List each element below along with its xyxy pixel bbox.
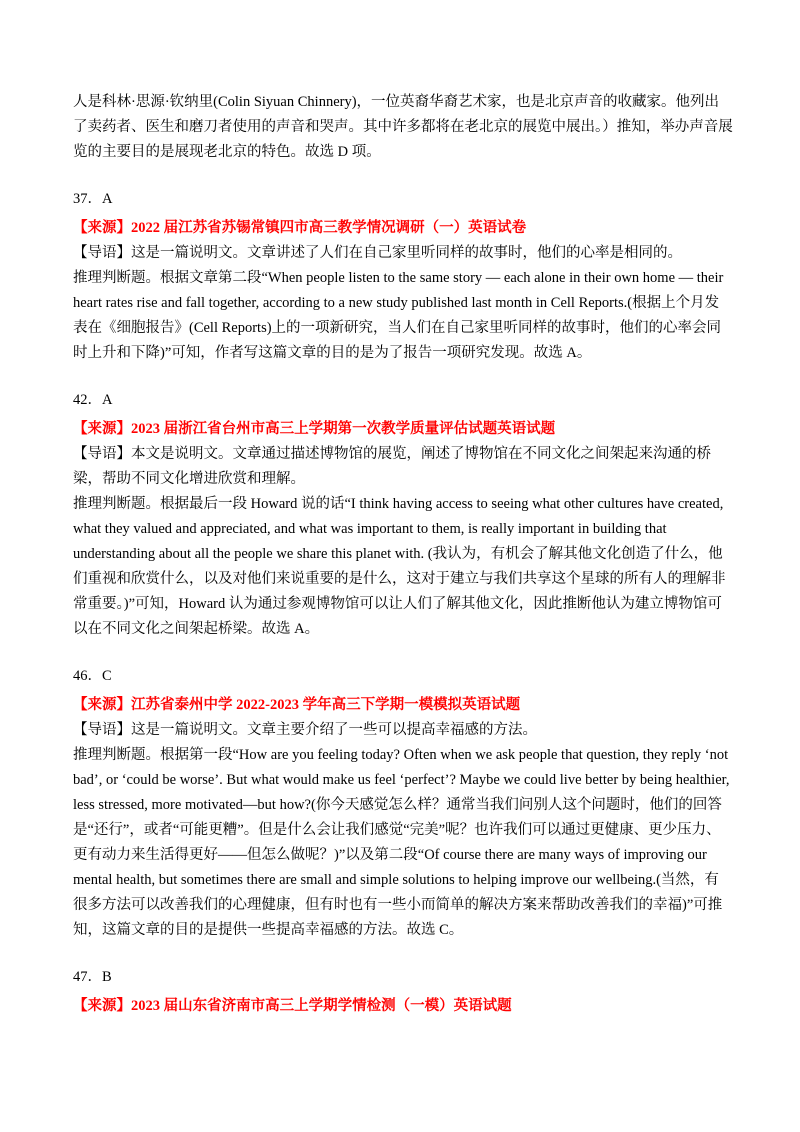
question-46 [73,664,733,943]
question-47 [73,965,733,1019]
question-analysis: 推理判断题。根据最后一段 Howard 说的话“I think having access to seeing what other cultures have created, what they valued and appreciated, and what was important to them, is really important in building that understanding about all the people we share this planet with. (我认为，有机会了解其他文化创造了什么，他们重视和欣赏什么，以及对他们来说重要的是什么，这对于建立与我们共享这个星球的所有人的理解非常重要。)”可知，Howard 认为通过参观博物馆可以让人们了解其他文化，因此推断他认为建立博物馆可以在不同文化之间架起桥梁。故选 A。 [73,496,726,637]
question-guide: 【导语】本文是说明文。文章通过描述博物馆的展览，阐述了博物馆在不同文化之间架起来沟通的桥梁，帮助不同文化增进欣赏和理解。 [73,446,711,487]
question-analysis: 推理判断题。根据文章第二段“When people listen to the same story — each alone in their own home — their heart rates rise and fall together, according to a new study published last month in Cell Reports.(根据上个月发表在《细胞报告》(Cell Reports)上的一项新研究，当人们在自己家里听同样的故事时，他们的心率会同时上升和下降)”可知，作者写这篇文章的目的是为了报告一项研究发现。故选 A。 [73,270,724,361]
question-number: 37．A [73,191,113,207]
question-analysis: 推理判断题。根据第一段“How are you feeling today? Often when we ask people that question, they reply ‘not bad’, or ‘could be worse’. But what would make us feel ‘perfect’? Maybe we could live better by being healthier, less stressed, more motivated—but how?(你今天感觉怎么样？通常当我们问别人这个问题时，他们的回答是“还行”，或者“可能更糟”。但是什么会让我们感觉“完美”呢？也许我们可以通过更健康、更少压力、更有动力来生活得更好——但怎么做呢？)”以及第二段“Of course there are many ways of improving our mental health, but sometimes there are small and simple solutions to helping improve our wellbeing.(当然，有很多方法可以改善我们的心理健康，但有时也有一些小而简单的解决方案来帮助改善我们的幸福)”可推知，这篇文章的目的是提供一些提高幸福感的方法。故选 C。 [73,747,730,938]
question-source: 【来源】2022 届江苏省苏锡常镇四市高三教学情况调研（一）英语试卷 [73,220,527,236]
question-guide: 【导语】这是一篇说明文。文章主要介绍了一些可以提高幸福感的方法。 [73,722,537,738]
question-source: 【来源】2023 届浙江省台州市高三上学期第一次教学质量评估试题英语试题 [73,421,556,437]
question-source: 【来源】2023 届山东省济南市高三上学期学情检测（一模）英语试题 [73,998,512,1014]
question-42 [73,388,733,642]
question-source: 【来源】江苏省泰州中学 2022-2023 学年高三下学期一模模拟英语试题 [73,697,521,713]
question-number: 46．C [73,668,112,684]
question-number: 42．A [73,392,113,408]
document-content [73,90,733,1041]
question-guide: 【导语】这是一篇说明文。文章讲述了人们在自己家里听同样的故事时，他们的心率是相同的。 [73,245,682,261]
question-number: 47．B [73,969,112,985]
intro-paragraph: 人是科林·思源·钦纳里(Colin Siyuan Chinnery)，一位英裔华裔艺术家，也是北京声音的收藏家。他列出了卖药者、医生和磨刀者使用的声音和哭声。其中许多都将在老北京的展览中展出。）推知，举办声音展览的主要目的是展现老北京的特色。故选 D 项。 [73,94,733,160]
question-37 [73,187,733,366]
